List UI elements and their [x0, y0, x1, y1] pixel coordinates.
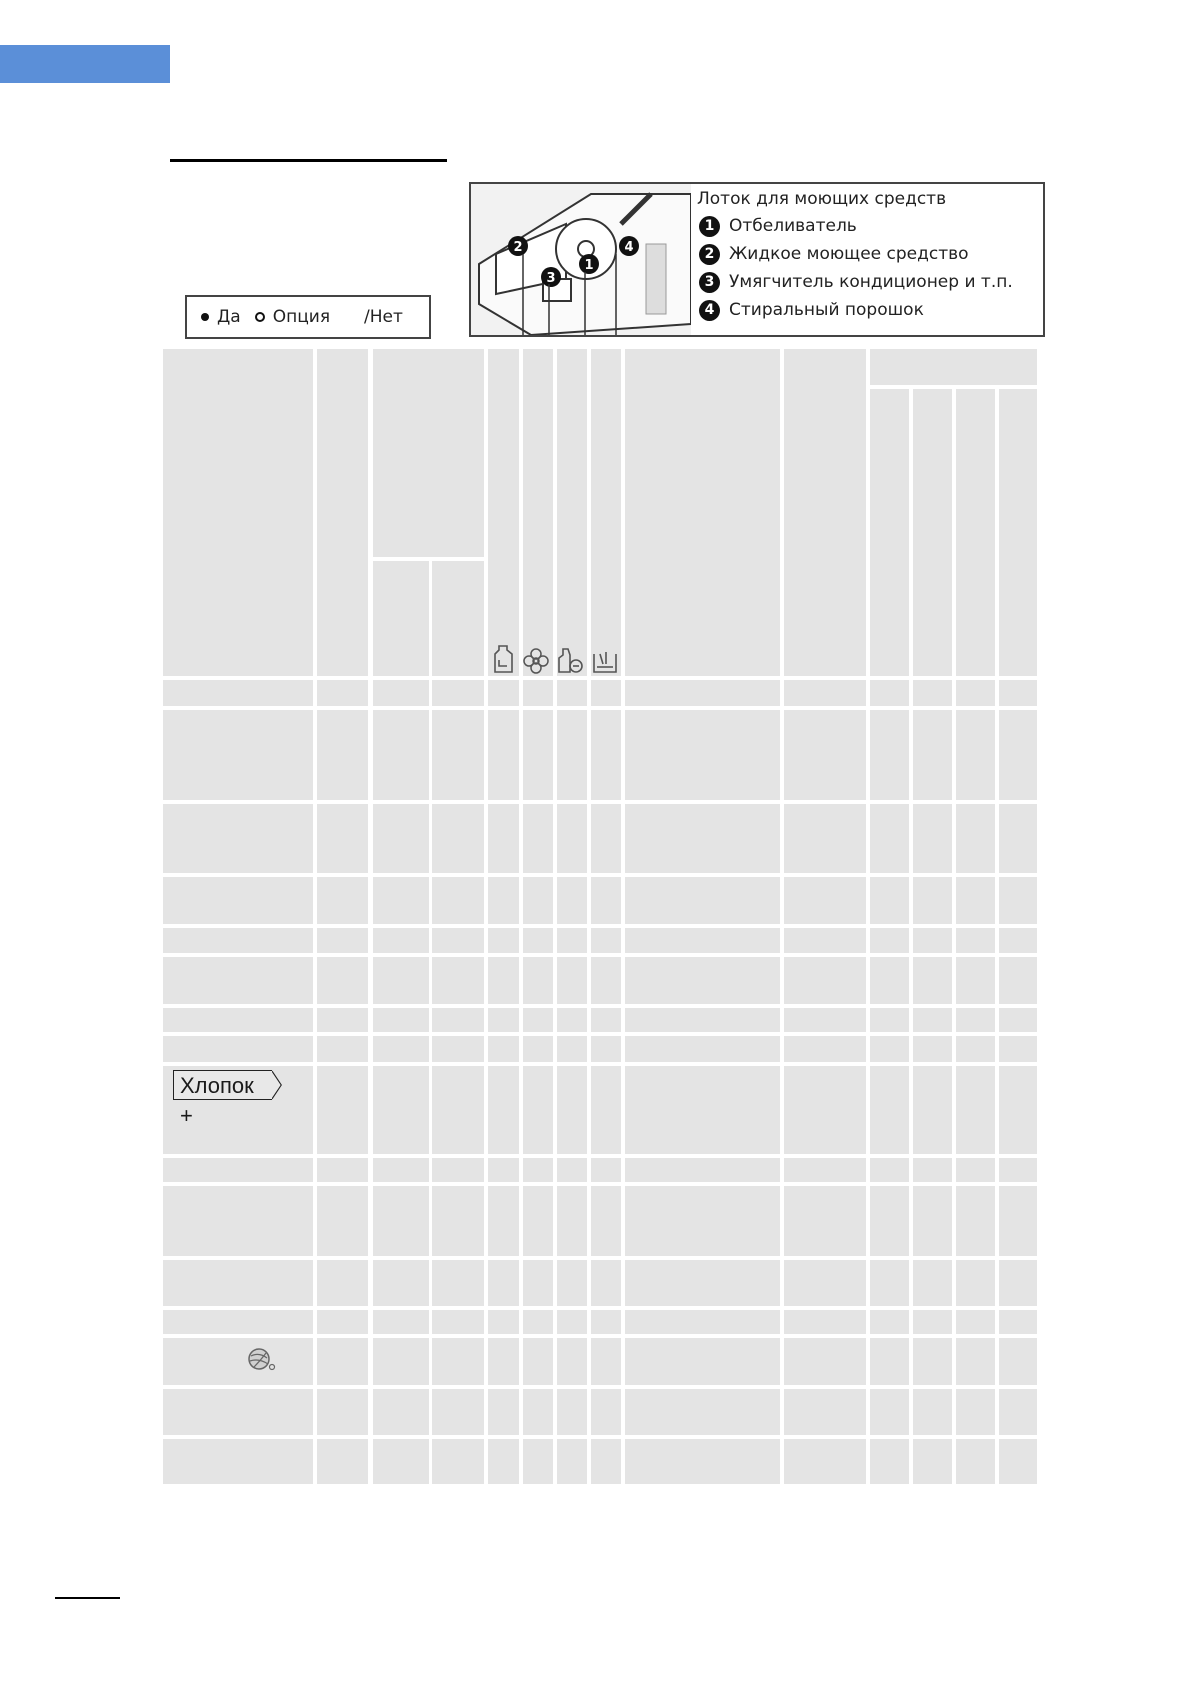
- tray-item-label: Умягчитель кондиционер и т.п.: [729, 272, 1013, 292]
- table-cell: [956, 1158, 995, 1182]
- table-cell: [784, 1008, 866, 1032]
- svg-text:2: 2: [513, 240, 523, 255]
- footer-rule: [55, 1597, 120, 1599]
- table-cell: [784, 1036, 866, 1062]
- table-cell: [557, 928, 587, 953]
- table-cell: [557, 1158, 587, 1182]
- table-cell: [784, 957, 866, 1004]
- table-cell: [373, 1260, 429, 1306]
- table-cell: [317, 1310, 368, 1334]
- table-cell: [870, 957, 909, 1004]
- detergent-bottle-icon: [491, 644, 517, 674]
- table-cell: [488, 1036, 519, 1062]
- table-cell: [913, 877, 952, 924]
- table-cell: [999, 1439, 1037, 1484]
- table-cell: [373, 680, 429, 706]
- svg-text:1: 1: [584, 258, 594, 273]
- table-cell: [784, 1158, 866, 1182]
- table-cell: [317, 1260, 368, 1306]
- table-cell: [999, 1186, 1037, 1256]
- table-cell: [432, 804, 484, 873]
- table-cell: [999, 1066, 1037, 1154]
- table-cell: [488, 710, 519, 800]
- table-cell: [523, 710, 553, 800]
- table-cell: [625, 1389, 780, 1435]
- table-cell: [913, 1310, 952, 1334]
- table-cell: [625, 1260, 780, 1306]
- header-cell-detergent: [488, 349, 519, 676]
- table-cell: [317, 1389, 368, 1435]
- table-cell: [373, 1186, 429, 1256]
- table-cell: [956, 1036, 995, 1062]
- table-cell: [373, 710, 429, 800]
- table-cell: [373, 877, 429, 924]
- table-cell: [557, 1186, 587, 1256]
- table-cell: [432, 1439, 484, 1484]
- table-cell: [523, 1158, 553, 1182]
- table-cell: [523, 1008, 553, 1032]
- table-cell: [523, 680, 553, 706]
- table-cell: [373, 1389, 429, 1435]
- table-cell: [913, 710, 952, 800]
- table-cell: [432, 680, 484, 706]
- table-cell: [784, 804, 866, 873]
- table-cell: [870, 1158, 909, 1182]
- table-cell: [488, 1186, 519, 1256]
- table-cell: [870, 877, 909, 924]
- table-cell: [488, 957, 519, 1004]
- table-cell: [999, 680, 1037, 706]
- table-cell: [784, 680, 866, 706]
- table-cell: [913, 957, 952, 1004]
- table-cell: [317, 1338, 368, 1385]
- table-cell: [373, 1036, 429, 1062]
- table-cell: [591, 1008, 621, 1032]
- table-cell: [523, 1186, 553, 1256]
- header-cell: [625, 349, 780, 676]
- table-cell: [432, 1186, 484, 1256]
- table-cell: [523, 1389, 553, 1435]
- header-subcell: [432, 561, 484, 676]
- table-cell: [870, 680, 909, 706]
- table-cell: [317, 680, 368, 706]
- table-cell: [591, 1186, 621, 1256]
- table-cell: [591, 1260, 621, 1306]
- wool-yarn-icon: [246, 1346, 276, 1372]
- table-cell: [625, 804, 780, 873]
- table-cell: [432, 1389, 484, 1435]
- table-cell: [523, 928, 553, 953]
- table-cell: [956, 1389, 995, 1435]
- table-cell: [163, 710, 313, 800]
- table-cell: [999, 804, 1037, 873]
- header-cell-group: [373, 349, 484, 557]
- table-cell: [999, 928, 1037, 953]
- table-cell: [317, 1008, 368, 1032]
- table-cell: [625, 710, 780, 800]
- table-cell: [432, 1338, 484, 1385]
- table-cell: [784, 710, 866, 800]
- table-cell: [432, 877, 484, 924]
- table-cell: [999, 957, 1037, 1004]
- table-cell: [557, 1439, 587, 1484]
- table-cell: [956, 1186, 995, 1256]
- table-cell: [999, 1260, 1037, 1306]
- table-cell: [432, 710, 484, 800]
- table-cell: [317, 1158, 368, 1182]
- table-cell: [591, 928, 621, 953]
- table-cell: [163, 957, 313, 1004]
- table-cell: [163, 1008, 313, 1032]
- number-badge-3: 3: [699, 272, 720, 293]
- table-cell: [591, 1066, 621, 1154]
- table-cell: [784, 1310, 866, 1334]
- table-cell: [870, 1389, 909, 1435]
- table-cell: [956, 1260, 995, 1306]
- header-cell-group: [870, 349, 1037, 385]
- table-cell: [625, 1008, 780, 1032]
- svg-text:4: 4: [624, 240, 634, 255]
- table-cell: [870, 928, 909, 953]
- table-cell: [625, 1066, 780, 1154]
- table-cell: [163, 1310, 313, 1334]
- table-cell: [784, 1338, 866, 1385]
- table-cell: [913, 804, 952, 873]
- table-cell: [913, 680, 952, 706]
- table-cell: [163, 1338, 313, 1385]
- table-cell: [784, 1260, 866, 1306]
- table-cell: [523, 877, 553, 924]
- table-cell: [163, 1260, 313, 1306]
- table-cell: [163, 1439, 313, 1484]
- table-cell: [373, 1338, 429, 1385]
- table-cell: [999, 710, 1037, 800]
- header-cell-softener: [523, 349, 553, 676]
- table-cell: [956, 1338, 995, 1385]
- table-cell: [625, 1036, 780, 1062]
- table-cell: [523, 957, 553, 1004]
- number-badge-4: 4: [699, 300, 720, 321]
- table-cell: [317, 1066, 368, 1154]
- table-cell: [591, 1338, 621, 1385]
- table-cell: [591, 804, 621, 873]
- table-cell: [999, 1008, 1037, 1032]
- table-cell: [557, 957, 587, 1004]
- number-badge-2: 2: [699, 244, 720, 265]
- table-cell: [523, 1260, 553, 1306]
- table-cell: [870, 1338, 909, 1385]
- table-cell: [625, 1338, 780, 1385]
- table-cell: [625, 877, 780, 924]
- tray-item-label: Отбеливатель: [729, 216, 857, 236]
- table-cell: [432, 957, 484, 1004]
- table-cell: [432, 1066, 484, 1154]
- table-cell: [488, 1158, 519, 1182]
- table-cell: [913, 1338, 952, 1385]
- table-cell: [557, 1008, 587, 1032]
- table-cell: [591, 957, 621, 1004]
- table-cell: [591, 1389, 621, 1435]
- table-cell: [488, 1310, 519, 1334]
- table-cell: [317, 1439, 368, 1484]
- table-cell: [870, 1310, 909, 1334]
- table-cell: [625, 680, 780, 706]
- table-cell: [784, 1389, 866, 1435]
- header-subcell: [956, 389, 995, 676]
- table-cell: [488, 1389, 519, 1435]
- table-cell: [163, 1036, 313, 1062]
- table-cell: [373, 1439, 429, 1484]
- table-cell: [557, 680, 587, 706]
- table-cell: [999, 1338, 1037, 1385]
- table-cell: [999, 1036, 1037, 1062]
- table-cell: [163, 877, 313, 924]
- table-cell: [523, 1338, 553, 1385]
- table-cell: [625, 1310, 780, 1334]
- table-cell: [488, 680, 519, 706]
- table-cell: [625, 1158, 780, 1182]
- table-cell: [557, 1260, 587, 1306]
- table-cell: [913, 1008, 952, 1032]
- table-cell: [163, 804, 313, 873]
- table-cell: [784, 877, 866, 924]
- table-cell: [913, 1439, 952, 1484]
- table-cell: [488, 877, 519, 924]
- table-cell: [523, 1036, 553, 1062]
- header-cell-program: [163, 349, 313, 676]
- table-cell: [999, 877, 1037, 924]
- table-cell: [557, 1389, 587, 1435]
- table-cell: [317, 1036, 368, 1062]
- table-cell: [870, 1439, 909, 1484]
- table-cell: [432, 1008, 484, 1032]
- table-cell: [523, 1066, 553, 1154]
- table-cell: [625, 1186, 780, 1256]
- header-cell: [317, 349, 368, 676]
- table-cell: [956, 1439, 995, 1484]
- table-cell: [625, 1439, 780, 1484]
- table-cell: [999, 1310, 1037, 1334]
- table-cell: [956, 680, 995, 706]
- table-cell: [557, 1036, 587, 1062]
- table-cell: [956, 1008, 995, 1032]
- table-cell: [317, 804, 368, 873]
- table-cell: [432, 1158, 484, 1182]
- table-cell: [317, 877, 368, 924]
- header-cell-bleach: [557, 349, 587, 676]
- table-cell: [956, 928, 995, 953]
- tray-item-label: Жидкое моющее средство: [729, 244, 969, 264]
- table-cell: [163, 928, 313, 953]
- table-cell: [557, 1310, 587, 1334]
- table-cell: [784, 928, 866, 953]
- table-cell: [870, 710, 909, 800]
- table-cell: [870, 804, 909, 873]
- table-cell: [591, 680, 621, 706]
- table-cell: [913, 1186, 952, 1256]
- table-cell: [373, 1310, 429, 1334]
- table-cell: [488, 1066, 519, 1154]
- table-cell: [488, 1260, 519, 1306]
- table-cell: [317, 710, 368, 800]
- table-cell: [373, 957, 429, 1004]
- table-cell: [488, 1008, 519, 1032]
- legend-no: /Нет: [364, 307, 403, 327]
- table-cell: [591, 877, 621, 924]
- cotton-plus-label: Хлопок +: [173, 1070, 272, 1100]
- table-cell: [163, 680, 313, 706]
- cotton-plus-tag: [173, 1069, 283, 1128]
- table-cell: [523, 804, 553, 873]
- header-cell-powder: [591, 349, 621, 676]
- table-cell: [488, 928, 519, 953]
- table-cell: [163, 1389, 313, 1435]
- table-cell: [870, 1036, 909, 1062]
- table-cell: [956, 1310, 995, 1334]
- table-cell: [523, 1439, 553, 1484]
- table-cell: [557, 1338, 587, 1385]
- svg-text:3: 3: [546, 271, 556, 286]
- table-cell: [488, 1439, 519, 1484]
- powder-tray-icon: [592, 650, 618, 674]
- header-subcell: [913, 389, 952, 676]
- tray-title: Лоток для моющих средств: [697, 189, 947, 209]
- table-cell: [317, 957, 368, 1004]
- table-cell: [432, 1310, 484, 1334]
- bleach-bottle-icon: [557, 645, 585, 674]
- table-cell: [913, 1158, 952, 1182]
- table-cell: [432, 1036, 484, 1062]
- table-cell: [999, 1158, 1037, 1182]
- table-cell: [373, 804, 429, 873]
- table-cell: [956, 877, 995, 924]
- table-cell: [488, 1338, 519, 1385]
- table-cell: [591, 1036, 621, 1062]
- table-cell: [317, 928, 368, 953]
- table-cell: [784, 1186, 866, 1256]
- table-cell: [956, 957, 995, 1004]
- table-cell: [591, 710, 621, 800]
- table-cell: [625, 957, 780, 1004]
- legend-yes: Да: [217, 307, 241, 327]
- table-cell: [956, 1066, 995, 1154]
- table-cell: [591, 1310, 621, 1334]
- table-cell: [373, 1158, 429, 1182]
- table-cell: [999, 1389, 1037, 1435]
- header-subcell: [373, 561, 429, 676]
- table-cell: [163, 1186, 313, 1256]
- table-cell: [488, 804, 519, 873]
- number-badge-1: 1: [699, 216, 720, 237]
- header-subcell: [870, 389, 909, 676]
- table-cell: [373, 1066, 429, 1154]
- table-cell: [163, 1158, 313, 1182]
- table-cell: [870, 1066, 909, 1154]
- table-cell: [625, 928, 780, 953]
- table-cell: [557, 1066, 587, 1154]
- table-cell: [557, 804, 587, 873]
- table-cell: [784, 1439, 866, 1484]
- table-cell: [870, 1186, 909, 1256]
- header-subcell: [999, 389, 1037, 676]
- table-cell: [373, 928, 429, 953]
- tag-arrow-icon: [272, 1069, 283, 1101]
- table-cell: [913, 1036, 952, 1062]
- table-cell: [432, 928, 484, 953]
- table-cell: [956, 710, 995, 800]
- table-cell: [870, 1008, 909, 1032]
- table-cell: [913, 1066, 952, 1154]
- table-cell: [913, 1260, 952, 1306]
- table-cell: [591, 1439, 621, 1484]
- table-cell: [557, 710, 587, 800]
- header-cell: [784, 349, 866, 676]
- tray-item-label: Стиральный порошок: [729, 300, 924, 320]
- table-cell: [784, 1066, 866, 1154]
- table-cell: [913, 1389, 952, 1435]
- table-cell: [913, 928, 952, 953]
- table-cell: [870, 1260, 909, 1306]
- table-cell: [373, 1008, 429, 1032]
- table-cell: [956, 804, 995, 873]
- table-cell: [317, 1186, 368, 1256]
- legend-option: Опция: [272, 307, 331, 327]
- table-cell: [557, 877, 587, 924]
- softener-flower-icon: [523, 648, 549, 674]
- table-cell: [591, 1158, 621, 1182]
- table-cell: [523, 1310, 553, 1334]
- table-cell: [432, 1260, 484, 1306]
